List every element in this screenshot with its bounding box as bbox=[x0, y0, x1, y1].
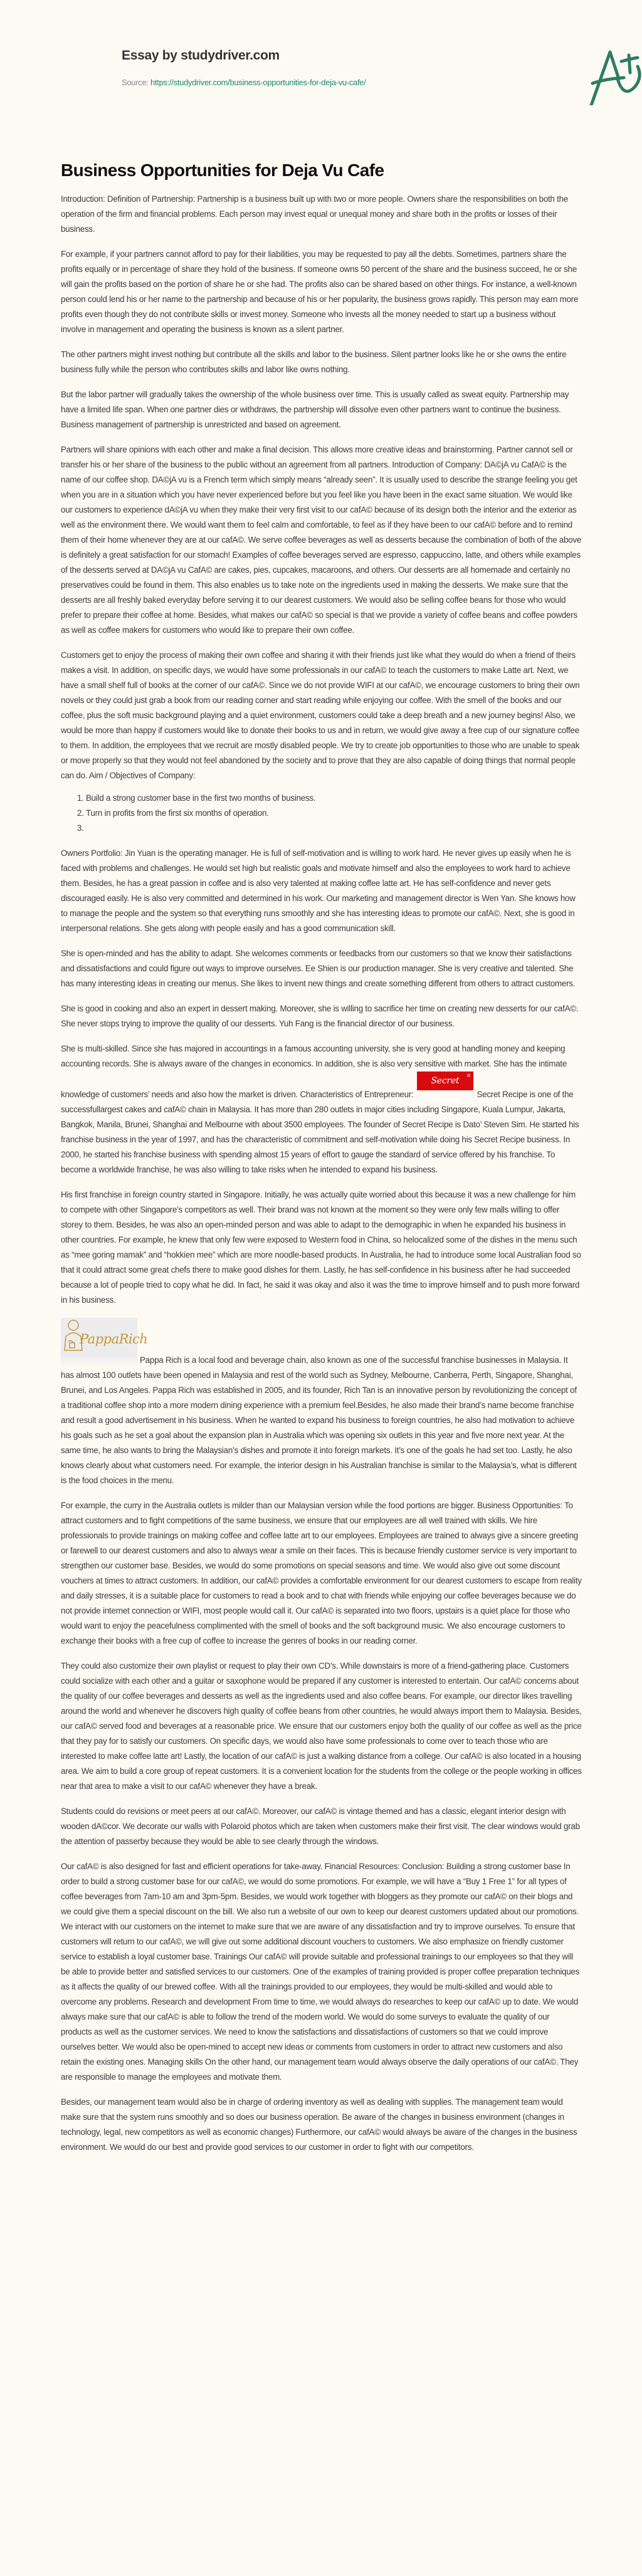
paragraph bbox=[61, 1041, 582, 1177]
pappa-rich-logo-text: PappaRich bbox=[80, 1332, 148, 1347]
paragraph: She is good in cooking and also an expert in dessert making. Moreover, she is willing to sacrifice her time on creating new desserts for our cafA©. She never stops trying to improve the quality of our desserts. Yuh Fang is the financial director of our business. bbox=[61, 1004, 579, 1028]
a-plus-grade-icon bbox=[580, 43, 642, 105]
essay-header bbox=[61, 0, 582, 94]
page-title: Business Opportunities for Deja Vu Cafe bbox=[61, 160, 384, 180]
paragraph: They could also customize their own playlist or request to play their own CD’s. While downstairs is more of a friend-gathering place. Customers could socialize with each other and a guitar or saxophone would be prepared if any customer is interested to entertain. Our cafA© concerns about the quality of our coffee beverages and desserts as well as the ingredients used and also coffee beans. For example, our director likes travelling around the world and whenever he discovers high quality of coffee beans from other countries, he would always import them to Malaysia. Besides, our cafA© served food and beverages at a reasonable price. We ensure that our customers enjoy both the quality of our coffee as well as the price that they pay for to satisfy our customers. On specific days, we would also have some professionals to come over to teach those who are interested to make coffee latte art! Lastly, the location of our cafA© is just a walking distance from a college. Our cafA© is also located in a housing area. We aim to build a core group of repeat customers. It is a convenient location for the students from the college or the people working in offices near that area to make a visit to our cafA© whenever they have a break. bbox=[61, 1661, 582, 1791]
paragraph-text: Pappa Rich is a local food and beverage chain, also known as one of the successful franchise businesses in Malaysia. It has almost 100 outlets have been opened in Malaysia and rest of the world such as Sydney, Melbourne, Canberra, Perth, Singapore, Shanghai, Brunei, and Los Angeles. Pappa Rich was established in 2005, and its founder, Rich Tan is an innovative person by revolutionizing the concept of a traditional coffee shop into a more modern dining experience with a premium feel.Besides, he also made their brand’s name become franchise and result a good advertisement in his business. When he wanted to expand his business to foreign countries, he also had motivation to achieve his goals such as he set a goal about the expansion plan in Australia which was opening six outlets in this year and five more next year. At the same time, he also wants to bring the Malaysian’s dishes and promote it into foreign markets. It’s one of the goals he had set too. Lastly, he also knows clearly about what customers need. For example, the interior design in his Australian franchise is similar to the Malaysia’s, what is different is the food choices in the menu. bbox=[61, 1355, 577, 1485]
essay-by-heading: Essay by studydriver.com bbox=[122, 48, 280, 63]
paragraph bbox=[61, 1318, 582, 1488]
source-line bbox=[122, 78, 366, 87]
paragraph: Our cafA© is also designed for fast and efficient operations for take-away. Financial Resources: Conclusion: Building a strong customer base In order to build a strong customer base for our cafA©, we would do some promotions. For example, we will have a “Buy 1 Free 1” for all types of coffee beverages from 7am-10 am and 3pm-5pm. Besides, we would work together with bloggers as they promote our cafA© on their blogs and we could give them a special discount on the bill. We also run a website of our own to keep our dearest customers updated about our promotions. We interact with our customers on the internet to make sure that we are aware of any dissatisfaction and try to improve ourselves. To ensure that customers will return to our cafA©, we will give out some additional discount vouchers to customers. We also emphasize on friendly customer service to establish a loyal customer base. Trainings Our cafA© will provide suitable and professional trainings to our employees so that they will be able to provide better and satisfied services to our customers. One of the examples of training provided is proper coffee preparation techniques as it affects the quality of our brewed coffee. With all the trainings provided to our employees, they would be multi-skilled and would able to overcome any problems. Research and development From time to time, we would always do researches to keep our cafA© up to date. We would always make sure that our cafA© is able to follow the trend of the modern world. We would do some surveys to evaluate the quality of our products as well as the customer services. We need to know the satisfactions and dissatisfactions of customers so that we could improve ourselves better. We would also be open-mined to accept new ideas or comments from customers in order to attract new customers and also retain the existing ones. Managing skills On the other hand, our management team would always observe the daily operations of our cafA©. They are responsible to manage the employees and motivate them. bbox=[61, 1862, 580, 2082]
objective-item: 1. Build a strong customer base in the first two months of business. bbox=[86, 791, 582, 806]
paragraph: Owners Portfolio: Jin Yuan is the operating manager. He is full of self-motivation and is willing to work hard. He never gives up easily when he is faced with problems and challenges. He would set high but realistic goals and motivate himself and also the employees to work hard to achieve them. Besides, he has a great passion in coffee and is also very talented at making coffee latte art. He has self-confidence and never gets discouraged easily. He is also very committed and determined in his work. Our marketing and management director is Wen Yan. She knows how to manage the people and the system so that everything runs smoothly and she has interesting ideas to promote our cafA©. Next, she is good in interpersonal relations. She gets along with people easily and has a good communication skill. bbox=[61, 848, 576, 933]
paragraph: His first franchise in foreign country started in Singapore. Initially, he was actually quite worried about this because it was a new challenge for him to compete with other Singapore’s competitors as well. Their brand was not known at the moment so they were only few malls willing to offer storey to them. Besides, he was also an open-minded person and was able to adapt to the demographic in when he expanded his business in other countries. For example, he knew that only few were exposed to Western food in China, so helocalized some of the dishes in the menu such as “mee goring mamak” and “hokkien mee” which are more noodle-based products. In Australia, he had to introduce some local Australian food so that it could attract some great chefs there to make good dishes for them. Lastly, he has self-confidence in his business after he had succeeded because a lot of people tried to copy what he did. In fact, he said it was okay and also it was the time to improve himself and to push more forward in his business. bbox=[61, 1190, 581, 1305]
source-label: Source: bbox=[122, 78, 149, 87]
paragraph: The other partners might invest nothing but contribute all the skills and labor to the business. Silent partner looks like he or she owns the entire business fully while the person who contributes skills and labor like owns nothing. bbox=[61, 350, 567, 374]
paragraph: Customers get to enjoy the process of making their own coffee and sharing it with their friends just like what they would do when a friend of theirs makes a visit. In addition, on specific days, we would have some professionals in our cafA© to teach the customers to make Latte art. Next, we have a small shelf full of books at the corner of our cafA©. Since we do not provide WIFI at our cafA©, we encourage customers to bring their own novels or they could just grab a book from our reading corner and start reading while enjoying our coffee. With the smell of the books and our coffee, plus the soft music background playing and a quiet environment, customers could take a deep breath and a new journey begins! Also, we would be more than happy if customers would like to donate their books to us and in return, we would give away a free cup of our signature coffee to them. In addition, the employees that we recruit are mostly disabled people. We try to create job opportunities to those who are unable to speak or move properly so that they would not feel abandoned by the society and to prove that they are also capable of doing things that normal people can do. Aim / Objectives of Company: bbox=[61, 650, 580, 780]
paragraph-text: Secret Recipe is one of the successfullargest cakes and cafA© chain in Malaysia. It has more than 280 outlets in major cities including Singapore, Kuala Lumpur, Jakarta, Bangkok, Manila, Brunei, Shanghai and Melbourne with about 3500 employees. The founder of Secret Recipe is Dato’ Steven Sim. He started his franchise business in the year of 1997, and has the characteristic of commitment and self-motivation while doing his Secret Recipe business. In 2000, he started his franchise business with spending almost 15 years of effort to gauge the standard of service offered by his franchise. To become a worldwide franchise, he was also willing to take risks when he intended to expand his business. bbox=[61, 1090, 579, 1174]
objective-item bbox=[86, 821, 582, 836]
paragraph: For example, if your partners cannot afford to pay for their liabilities, you may be requested to pay all the debts. Sometimes, partners share the profits equally or in percentage of share they hold of the business. If someone owns 50 percent of the share and the business succeed, he or she will gain the profits based on the portion of share he or she had. The profits also can be shared based on other things. For instance, a well-known person could lend his or her name to the partnership and because of his or her popularity, the business grows rapidly. This person may earn more profits even though they do not contribute skills or invest money. Someone who invests all the money needed to start up a business without involve in management and operating the business is known as a silent partner. bbox=[61, 249, 579, 334]
paragraph: But the labor partner will gradually takes the ownership of the whole business over time. This is usually called as sweat equity. Partnership may have a limited life span. When one partner dies or withdraws, the partnership will dissolve even other partners want to continue the business. Business management of partnership is unrestricted and based on agreement. bbox=[61, 390, 569, 429]
paragraph: Students could do revisions or meet peers at our cafA©. Moreover, our cafA© is vintage themed and has a classic, elegant interior design with wooden dA©cor. We decorate our walls with Polaroid photos which are taken when customers make their first visit. The clear windows would grab the attention of passerby because they would be able to see clearly through the windows. bbox=[61, 1807, 580, 1846]
paragraph-text: She is multi-skilled. Since she has majored in accountings in a famous accounting university, she is very good at handling money and keeping accounting records. She is always aware of the changes in economics. In addition, she is also very sensitive with market. She has the intimate knowledge of customers’ needs and also how the market is driven. Characteristics of Entrepreneur: bbox=[61, 1044, 567, 1099]
pappa-rich-logo bbox=[61, 1318, 148, 1368]
essay-body bbox=[61, 192, 582, 2165]
objective-item: 2. Turn in profits from the first six months of operation. bbox=[86, 806, 582, 821]
paragraph: Partners will share opinions with each other and make a final decision. This allows more creative ideas and brainstorming. Partner cannot sell or transfer his or her share of the business to the public without an agreement from all partners. Introduction of Company: DA©jA vu CafA© is the name of our coffee shop. DA©jA vu is a French term which simply means “already seen”. It is usually used to describe the strange feeling you get when you are in a situation which you have never experienced before but you feel like you have been in the exact same situation. We would like our customers to experience dA©jA vu when they make their very first visit to our cafA© because of its design both the interior and the exterior as well as the environment there. We would want them to feel calm and comfortable, to feel as if they have been to our cafA© before and to remind them of their home whenever they are at our cafA©. We serve coffee beverages as well as desserts because the combination of both of the above is definitely a great satisfaction for our stomach! Examples of coffee beverages served are espresso, cappuccino, latte, and others while examples of the desserts served at DA©jA vu CafA© are cakes, pies, cupcakes, macaroons, and others. Our desserts are all homemade and certainly no preservatives could be found in them. This also enables us to take note on the ingredients used in making the desserts. We make sure that the desserts are all freshly baked everyday before serving it to our dearest customers. We would also be selling coffee beans for those who would prefer to prepare their coffee at home. Besides, what makes our cafA© so special is that we provide a variety of coffee beans and coffee powders as well as coffee makers for customers who would like to prepare their own coffee. bbox=[61, 445, 582, 635]
source-link[interactable]: https://studydriver.com/business-opportunities-for-deja-vu-cafe/ bbox=[150, 78, 366, 87]
secret-recipe-logo bbox=[417, 1072, 473, 1105]
paragraph: Introduction: Definition of Partnership: Partnership is a business built up with two or more people. Owners share the responsibilities on both the operation of the firm and financial problems. Each person may invest equal or unequal money and share both in the profits or losses of their business. bbox=[61, 194, 569, 234]
paragraph: She is open-minded and has the ability to adapt. She welcomes comments or feedbacks from our customers so that we know their satisfactions and dissatisfactions and could figure out ways to improve ourselves. Ee Shien is our production manager. She is very creative and talented. She has many interesting ideas in creating our menus. She likes to invent new things and create something different from others to attract customers. bbox=[61, 949, 576, 988]
secret-recipe-logo-text: Secret Recipe bbox=[430, 1076, 460, 1105]
paragraph: For example, the curry in the Australia outlets is milder than our Malaysian version while the food portions are bigger. Business Opportunities: To attract customers and to fight competitions of the same business, we ensure that our employees are all well trained with skills. We hire professionals to provide trainings on making coffee and coffee latte art to our employees. Employees are trained to always give a sincere greeting or farewell to our dearest customers and also to always wear a smile on their faces. This is because friendly customer service is very important to strengthen our customer base. Besides, we would do some promotions on special seasons and time. We would also give out some discount vouchers at times to attract customers. In addition, our cafA© provides a comfortable environment for our dearest customers to escape from reality and daily stresses, it is a suitable place for customers to read a book and to chat with friends while enjoying our coffee beverages because we do not provide internet connection or WIFI, most people would call it. Our cafA© is separated into two floors, upstairs is a quiet place for those who would want to enjoy the peacefulness complimented with the smell of books and the soft background music. We also encourage customers to exchange their books with a free cup of coffee to increase the genres of books in our reading corner. bbox=[61, 1501, 582, 1645]
paragraph: Besides, our management team would also be in charge of ordering inventory as well as dealing with supplies. The management team would make sure that the system runs smoothly and so does our business operation. Be aware of the changes in business environment (changes in technology, legal, new competitors as well as economic changes) Furthermore, our cafA© would always be aware of the changes in the business environment. We would do our best and provide good services to our customer in order to fight with our competitors. bbox=[61, 2097, 577, 2152]
objectives-list bbox=[61, 791, 582, 836]
registered-mark: ® bbox=[466, 1073, 471, 1078]
